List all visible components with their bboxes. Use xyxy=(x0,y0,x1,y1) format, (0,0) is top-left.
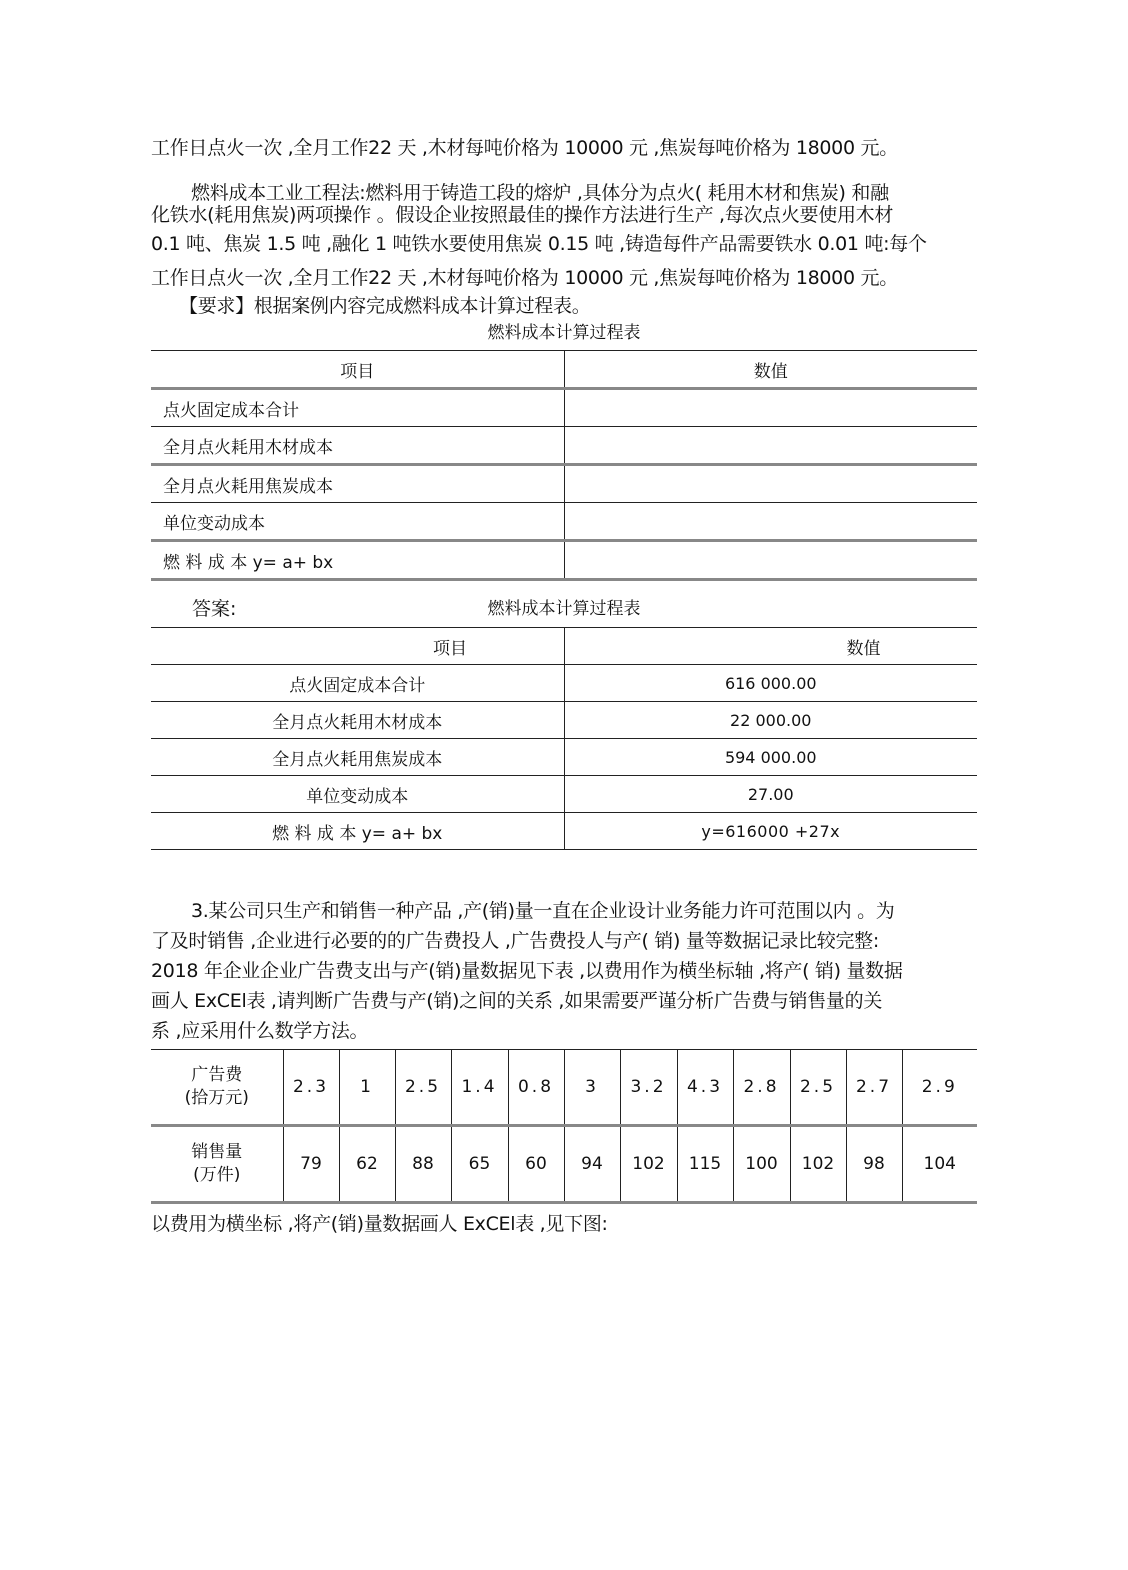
table-caption: 燃料成本计算过程表 xyxy=(487,323,641,343)
row-value xyxy=(564,427,977,465)
column-header-value: 数值 xyxy=(564,351,977,389)
label-line: 广告费 xyxy=(191,1065,243,1085)
sales-cell: 65 xyxy=(451,1126,508,1203)
row-value: 22 000.00 xyxy=(564,702,977,739)
requirement-text: 【要求】根据案例内容完成燃料成本计算过程表。 xyxy=(179,295,591,317)
label-line: (万件) xyxy=(193,1165,241,1185)
sales-cell: 79 xyxy=(283,1126,339,1203)
row-value xyxy=(564,503,977,541)
sales-cell: 104 xyxy=(902,1126,977,1203)
row-value: 616 000.00 xyxy=(564,665,977,702)
row-item: 全月点火耗用木材成本 xyxy=(151,702,564,739)
ad-spend-cell: 1 xyxy=(339,1050,395,1126)
paragraph-line: 工作日点火一次 ,全月工作22 天 ,木材每吨价格为 10000 元 ,焦炭每吨价格为 18000 元。 xyxy=(151,137,898,159)
sales-cell: 60 xyxy=(508,1126,564,1203)
closing-text: 以费用为横坐标 ,将产(销)量数据画人 ExCEl表 ,见下图: xyxy=(151,1213,608,1235)
row-item: 单位变动成本 xyxy=(151,776,564,813)
fuel-cost-table-answer xyxy=(151,627,977,850)
sales-row xyxy=(151,1126,977,1203)
table-row xyxy=(151,702,977,739)
row-value: 594 000.00 xyxy=(564,739,977,776)
sales-cell: 88 xyxy=(395,1126,451,1203)
table-header-row xyxy=(151,628,977,665)
question3-line: 3.某公司只生产和销售一种产品 ,产(销)量一直在企业设计业务能力许可范围以内 。为 xyxy=(191,900,895,922)
column-header-item: 项目 xyxy=(151,351,564,389)
paragraph-line: 0.1 吨、焦炭 1.5 吨 ,融化 1 吨铁水要使用焦炭 0.15 吨 ,铸造每件产品需要铁水 0.01 吨:每个 xyxy=(151,233,927,255)
row-item: 全月点火耗用木材成本 xyxy=(151,427,564,465)
table-row xyxy=(151,665,977,702)
row-value: 27.00 xyxy=(564,776,977,813)
row-item: 全月点火耗用焦炭成本 xyxy=(151,739,564,776)
table-row xyxy=(151,389,977,427)
row-item: 点火固定成本合计 xyxy=(151,389,564,427)
paragraph-line: 工作日点火一次 ,全月工作22 天 ,木材每吨价格为 10000 元 ,焦炭每吨价格为 18000 元。 xyxy=(151,267,898,289)
sales-cell: 98 xyxy=(846,1126,902,1203)
row-label-sales xyxy=(151,1126,283,1203)
table-row xyxy=(151,776,977,813)
column-header-item: 项目 xyxy=(151,628,564,665)
column-header-value: 数值 xyxy=(564,628,977,665)
ad-spend-cell: 3 xyxy=(564,1050,620,1126)
row-item: 燃 料 成 本 y= a+ bx xyxy=(151,813,564,850)
table-row xyxy=(151,427,977,465)
row-item: 单位变动成本 xyxy=(151,503,564,541)
table-row xyxy=(151,739,977,776)
ad-spend-sales-table xyxy=(151,1049,977,1204)
ad-spend-cell: 1.4 xyxy=(451,1050,508,1126)
sales-cell: 115 xyxy=(677,1126,733,1203)
question3-line: 画人 ExCEl表 ,请判断广告费与产(销)之间的关系 ,如果需要严谨分析广告费与销售量的关 xyxy=(151,990,883,1012)
row-value xyxy=(564,465,977,503)
paragraph-line: 化铁水(耗用焦炭)两项操作 。假设企业按照最佳的操作方法进行生产 ,每次点火要使用木材 xyxy=(151,204,894,226)
label-line: 销售量 xyxy=(191,1142,243,1162)
sales-cell: 62 xyxy=(339,1126,395,1203)
table-caption: 燃料成本计算过程表 xyxy=(487,599,641,619)
ad-spend-cell: 2.7 xyxy=(846,1050,902,1126)
table-row xyxy=(151,541,977,580)
row-value xyxy=(564,541,977,580)
ad-spend-cell: 2.3 xyxy=(283,1050,339,1126)
row-value: y=616000 +27x xyxy=(564,813,977,850)
fuel-cost-table-question xyxy=(151,350,977,581)
row-value xyxy=(564,389,977,427)
ad-spend-cell: 2.9 xyxy=(902,1050,977,1126)
answer-label: 答案: xyxy=(192,598,237,620)
table-row xyxy=(151,813,977,850)
ad-spend-cell: 0.8 xyxy=(508,1050,564,1126)
ad-spend-cell: 2.8 xyxy=(733,1050,790,1126)
question3-line: 系 ,应采用什么数学方法。 xyxy=(151,1020,369,1042)
sales-cell: 102 xyxy=(620,1126,677,1203)
row-item: 全月点火耗用焦炭成本 xyxy=(151,465,564,503)
table-row xyxy=(151,503,977,541)
ad-spend-cell: 4.3 xyxy=(677,1050,733,1126)
table-header-row xyxy=(151,351,977,389)
row-item: 燃 料 成 本 y= a+ bx xyxy=(151,541,564,580)
row-item: 点火固定成本合计 xyxy=(151,665,564,702)
ad-spend-cell: 2.5 xyxy=(790,1050,846,1126)
question3-line: 了及时销售 ,企业进行必要的的广告费投人 ,广告费投人与产( 销) 量等数据记录比较完整: xyxy=(151,930,879,952)
table-row xyxy=(151,465,977,503)
ad-spend-row xyxy=(151,1050,977,1126)
paragraph-line: 燃料成本工业工程法:燃料用于铸造工段的熔炉 ,具体分为点火( 耗用木材和焦炭) 和融 xyxy=(191,182,889,204)
label-line: (拾万元) xyxy=(184,1088,249,1108)
row-label-ad-spend xyxy=(151,1050,283,1126)
ad-spend-cell: 2.5 xyxy=(395,1050,451,1126)
sales-cell: 94 xyxy=(564,1126,620,1203)
sales-cell: 100 xyxy=(733,1126,790,1203)
question3-line: 2018 年企业企业广告费支出与产(销)量数据见下表 ,以费用作为横坐标轴 ,将产( 销) 量数据 xyxy=(151,960,903,982)
sales-cell: 102 xyxy=(790,1126,846,1203)
ad-spend-cell: 3.2 xyxy=(620,1050,677,1126)
